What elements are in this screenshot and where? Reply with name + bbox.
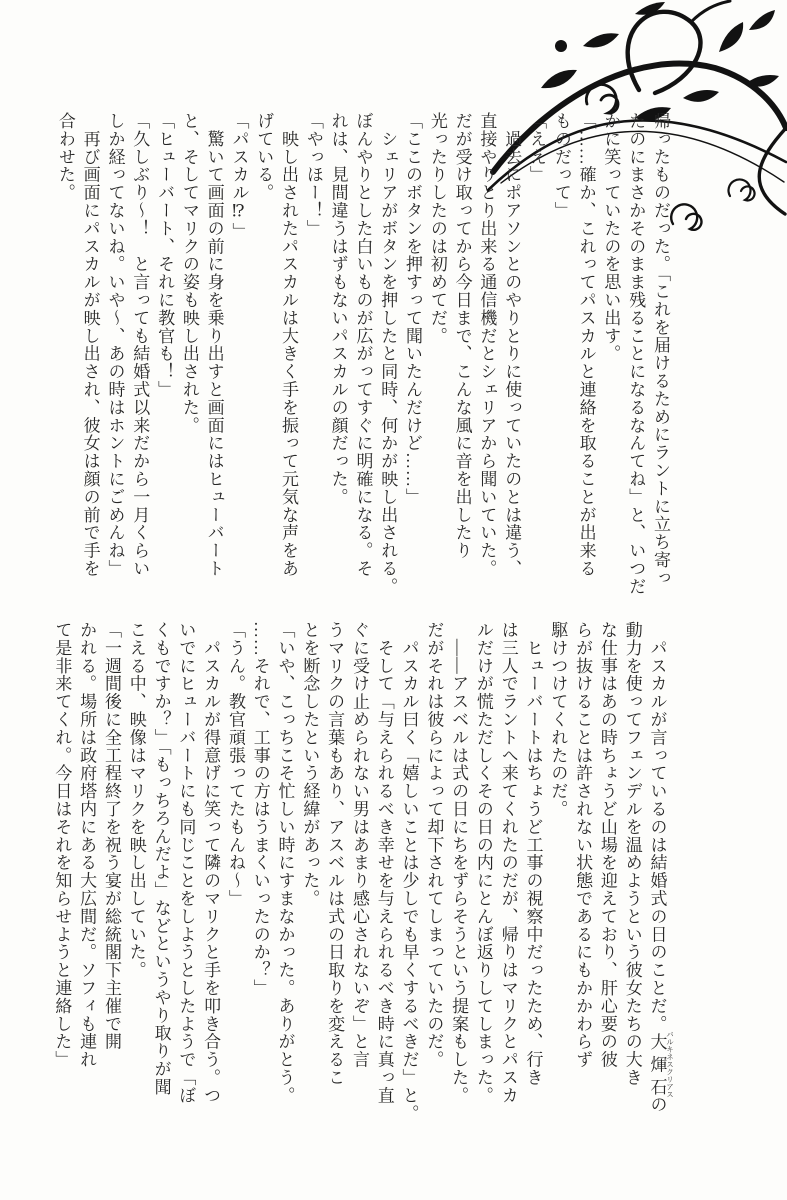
text-column: 「パスカル⁉」 (229, 112, 249, 241)
text-column: パスカルが言っているのは結婚式の日のことだ。大煇石 バルキネスクリアスの (647, 621, 675, 1114)
text-column: だがそれは彼らによって却下されてしまっていたのだ。 (424, 621, 444, 1069)
text-column: 「ええ」 (527, 112, 547, 184)
text-column: らが抜けることは許されない状態であるにもかかわらず (573, 621, 593, 1069)
text-column: うマリクの言葉もあり、アスベルは式の日取りを変えるこ (325, 621, 345, 1087)
text-column: 映し出されたパスカルは大きく手を振って元気な声をあ (279, 112, 299, 578)
text-column: 合わせた。 (55, 112, 75, 202)
text-column: こえる中、映像はマリクを映し出していた。 (126, 621, 146, 979)
ruby-annotated-term: 大煇石 バルキネスクリアス (647, 1030, 675, 1098)
text-column: 動力を使ってフェンデルを温めようという彼女たちの大き (622, 621, 642, 1087)
text-column: ……それで、工事の方はうまくいったのか？」 (250, 621, 270, 997)
text-column: かに笑っていたのを思い出す。 (601, 112, 621, 363)
text-column: とを断念したという経緯があった。 (300, 621, 320, 908)
text-column: くもですか？」「もっちろんだよ」などというやり取りが聞 (151, 621, 171, 1096)
text-column: 「やっほー！」 (303, 112, 323, 238)
text-column: て是非来てくれ。今日はそれを知らせようと連絡した」 (52, 621, 72, 1069)
text-column: 「ヒューバート、それに教官も！」 (155, 112, 175, 399)
text-column: そして「与えられるべき幸せを与えられるべき時に真っ直 (374, 621, 394, 1105)
text-section-bottom (49, 621, 675, 1123)
text-column: たのにまさかそのまま残ることになるなんてね」と、いつだ (626, 112, 646, 596)
text-column: 「いや、こっちこそ忙しい時にすまなかった。ありがとう。 (275, 621, 295, 1105)
text-column: 「久しぶり〜！ と言っても結婚式以来だから一月くらい (130, 112, 150, 578)
text-column: 「うん。教官頑張ってたもんね〜」 (225, 621, 245, 908)
text-column: れは、見間違うはずもないパスカルの顔だった。 (328, 112, 348, 506)
text-column: しか経ってないね。いや〜、あの時はホントにごめんね」 (105, 112, 125, 578)
text-column: 「……確か、これってパスカルと連絡を取ることが出来る (576, 112, 596, 578)
text-column: な仕事はあの時ちょうど山場を迎えており、肝心要の彼 (597, 621, 617, 1069)
text-column: 直接やりとり出来る通信機だとシェリアから聞いていた。 (477, 112, 497, 578)
text-column: パスカルが得意げに笑って隣のマリクと手を叩き合う。つ (201, 621, 221, 1105)
text-column: ――アスベルは式の日にちをずらそうという提案もした。 (449, 621, 469, 1105)
text-column: 「一週間後に全工程終了を祝う宴が総統閣下主催で開 (101, 621, 121, 1051)
text-column: シェリアがボタンを押したと同時、何かが映し出される。 (378, 112, 398, 596)
text-column: は三人でラントへ来てくれたのだが、帰りはマリクとパスカ (498, 621, 518, 1105)
text-column: 帰ったものだった。「これを届けるためにラントに立ち寄っ (651, 112, 670, 587)
text-column: 驚いて画面の前に身を乗り出すと画面にはヒューバート (204, 112, 224, 578)
text-column: だが受け取ってから今日まで、こんな風に音を出したり (452, 112, 472, 560)
text-column: ヒューバートはちょうど工事の視察中だったため、行き (523, 621, 543, 1087)
text-column: パスカル曰く「嬉しいことは少しでも早くするべきだ」と。 (399, 621, 419, 1123)
text-column: 再び画面にパスカルが映し出され、彼女は顔の前で手を (80, 112, 100, 578)
text-column: 「ここのボタンを押すって聞いたんだけど……」 (403, 112, 423, 506)
text-column: げている。 (254, 112, 274, 202)
text-column: と、そしてマリクの姿も映し出された。 (179, 112, 199, 435)
text-column: ルだけが慌ただしくその日の内にとんぼ返りしてしまった。 (473, 621, 493, 1105)
text-column: 駆けつけてくれたのだ。 (548, 621, 568, 818)
text-column: 光ったりしたのは初めてだ。 (427, 112, 447, 345)
text-column: ぐに受け止められない男はあまり感心されないぞ」と言 (349, 621, 369, 1069)
text-column: いでにヒューバートにも同じことをしようとしたようで「ぼ (176, 621, 196, 1105)
text-column: 過去にポアソンとのやりとりに使っていたのとは違う、 (502, 112, 522, 578)
furigana: バルキネスクリアス (665, 1030, 675, 1098)
text-column: ぼんやりとした白いものが広がってすぐに明確になる。そ (353, 112, 373, 578)
text-section-top (52, 112, 672, 604)
text-column: ものだって」 (551, 112, 571, 220)
text-column: かれる。場所は政府塔内にある大広間だ。ソフィも連れ (77, 621, 97, 1069)
